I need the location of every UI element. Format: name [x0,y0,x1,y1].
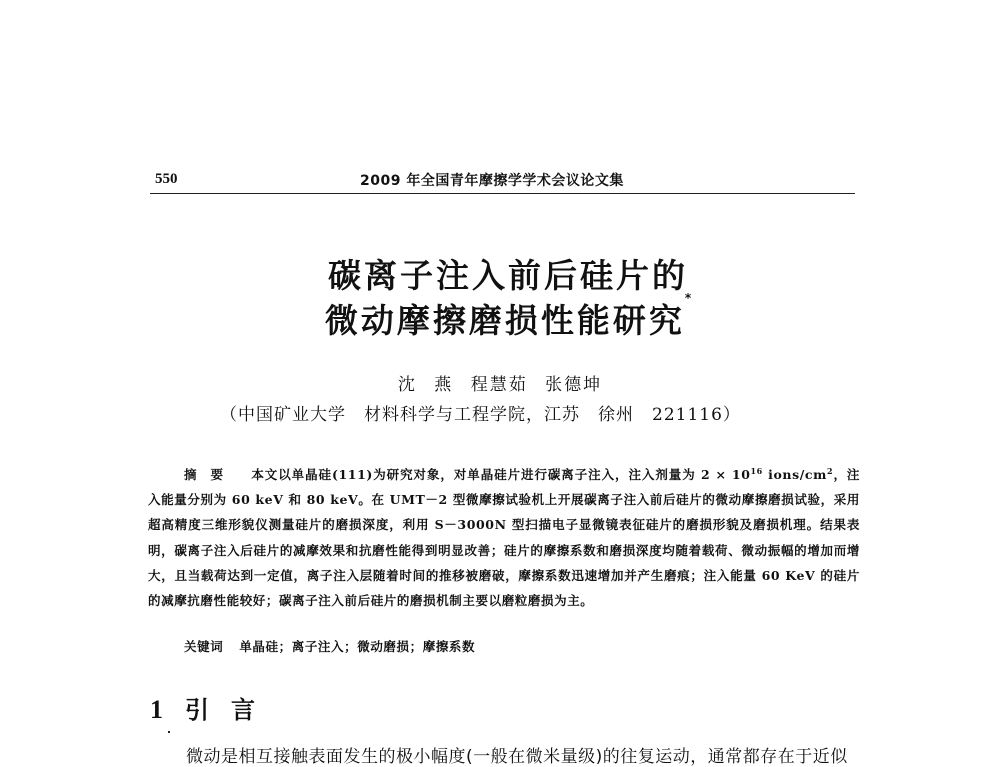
page-number: 550 [155,171,178,187]
affiliation: （中国矿业大学 材料科学与工程学院，江苏 徐州 221116） [220,405,741,425]
paper-title-line-1: 碳离子注入前后硅片的 [328,256,688,295]
footnote-mark: * [684,291,692,305]
section-heading: 1 引言 [150,695,277,724]
running-header: 2009 年全国青年摩擦学学术会议论文集 [360,173,624,189]
body-paragraph: 微动是相互接触表面发生的极小幅度(一般在微米量级)的往复运动，通常都存在于近似 [186,747,848,767]
authors: 沈 燕 程慧茹 张德坤 [397,375,603,395]
abstract-label: 摘要 [184,467,238,482]
keywords [184,637,475,655]
paper-title-line-2: 微动摩擦磨损性能研究* [324,291,692,340]
keywords-label: 关键词 [184,639,224,654]
header-rule [150,193,855,194]
keywords-text: 单晶硅；离子注入；微动磨损；摩擦系数 [239,639,476,654]
stray-dot [168,731,170,733]
abstract: 摘要 本文以单晶硅(111)为研究对象，对单晶硅片进行碳离子注入，注入剂量为 $2 \times 10^{16}$ ions/$cm^2$，注入能量分别为 60 keV 和 80 keV。在 UMT－2 型微摩擦试验机上开展碳离子注入前后硅片的微动摩擦磨损试验，采用超高精度三维形貌仪测量硅片的磨损深度，利用 S－3000N 型扫描电子显微镜表征硅片的磨损形貌及磨损机理。结果表明，碳离子注入后硅片的减摩效果和抗磨性能得到明显改善；硅片的摩擦系数和磨损深度均随着载荷、微动振幅的增加而增大，且当载荷达到一定值，离子注入层随着时间的推移被磨破，摩擦系数迅速增加并产生磨痕；注入能量 60 KeV 的硅片的减摩抗磨性能较好；碳离子注入前后硅片的磨损机制主要以磨粒磨损为主。 [148,462,860,613]
